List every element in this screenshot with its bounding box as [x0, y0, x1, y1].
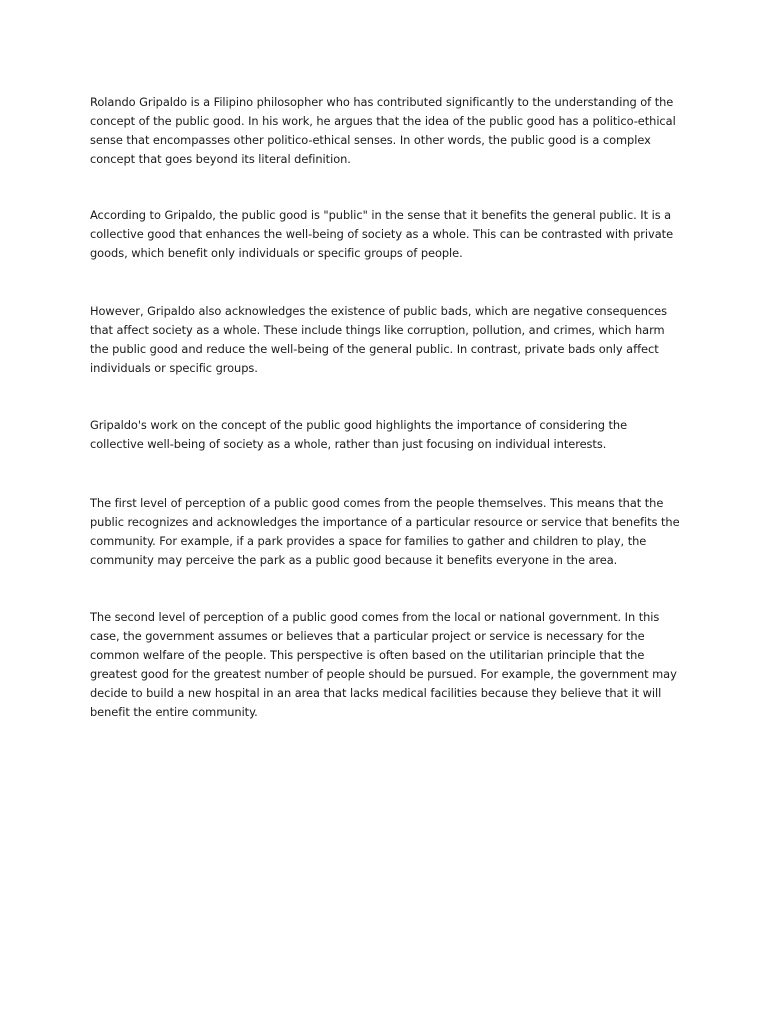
- paragraph-first-level-perception: The first level of perception of a public good comes from the people themselves. This means that the public recognizes and acknowledges the importance of a particular resource or service that benefits the community. For example, if a park provides a space for families to gather and children to play, the community may perceive the park as a public good because it benefits everyone in the area.: [90, 496, 680, 567]
- paragraph-collective-wellbeing: Gripaldo's work on the concept of the public good highlights the importance of considering the collective well-being of society as a whole, rather than just focusing on individual interests.: [90, 418, 628, 451]
- paragraph-public-sense: According to Gripaldo, the public good is "public" in the sense that it benefits the general public. It is a collective good that enhances the well-being of society as a whole. This can be contrasted with private goods, which benefit only individuals or specific groups of people.: [90, 208, 674, 260]
- paragraph-public-bads: However, Gripaldo also acknowledges the existence of public bads, which are negative consequences that affect society as a whole. These include things like corruption, pollution, and crimes, which harm the public good and reduce the well-being of the general public. In contrast, private bads only affect individuals or specific groups.: [90, 304, 667, 375]
- paragraph-second-level-perception: The second level of perception of a public good comes from the local or national government. In this case, the government assumes or believes that a particular project or service is necessary for the common welfare of the people. This perspective is often based on the utilitarian principle that the greatest good for the greatest number of people should be pursued. For example, the government may decide to build a new hospital in an area that lacks medical facilities because they believe that it will benefit the entire community.: [90, 610, 677, 719]
- paragraph-gripaldo-intro: Rolando Gripaldo is a Filipino philosopher who has contributed significantly to the understanding of the concept of the public good. In his work, he argues that the idea of the public good has a politico-ethical sense that encompasses other politico-ethical senses. In other words, the public good is a complex concept that goes beyond its literal definition.: [90, 95, 676, 166]
